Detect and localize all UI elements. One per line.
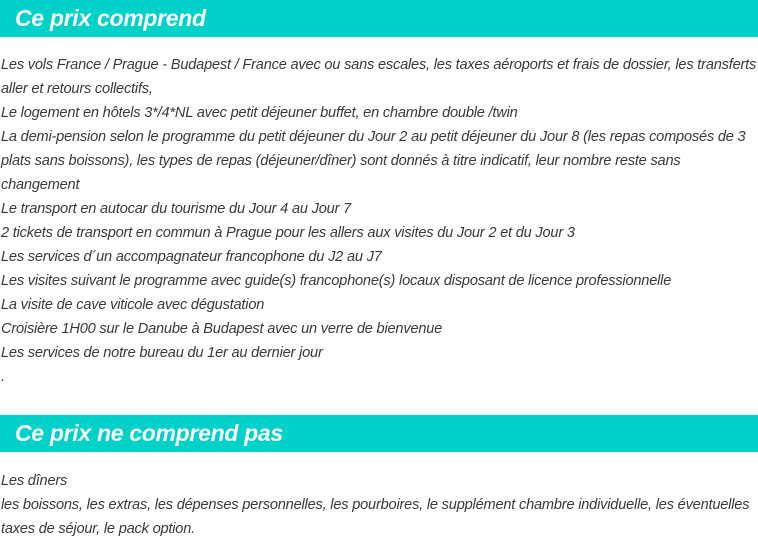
list-line: La demi-pension selon le programme du petit déjeuner du Jour 2 au petit déjeuner du Jour 8 (les repas composés de 3 [1, 129, 746, 145]
list-line: Le logement en hôtels 3*/4*NL avec petit déjeuner buffet, en chambre double /twin [1, 105, 518, 121]
list-line: 2 tickets de transport en commun à Prague pour les allers aux visites du Jour 2 et du Jour 3 [1, 225, 575, 241]
list-line: Les services d´un accompagnateur francophone du J2 au J7 [1, 249, 382, 265]
section-header-not-included [0, 415, 758, 452]
list-line: Les visites suivant le programme avec guide(s) francophone(s) locaux disposant de licence professionnelle [1, 273, 672, 289]
list-line: aller et retours collectifs, [1, 81, 153, 97]
section-title: Ce prix ne comprend pas [15, 420, 283, 446]
section-title: Ce prix comprend [15, 5, 206, 31]
section-not-included [0, 415, 758, 541]
list-line: les boissons, les extras, les dépenses personnelles, les pourboires, le supplément chambre individuelle, les éventuelles [1, 497, 750, 513]
section-header-included [0, 0, 758, 37]
list-line: . [1, 369, 5, 385]
list-line: Le transport en autocar du tourisme du Jour 4 au Jour 7 [1, 201, 352, 217]
list-line: taxes de séjour, le pack option. [1, 521, 195, 537]
list-line: Les vols France / Prague - Budapest / France avec ou sans escales, les taxes aéroports et frais de dossier, les transferts [1, 57, 757, 73]
list-line: La visite de cave viticole avec dégustation [1, 297, 265, 313]
not-included-list [0, 452, 758, 541]
list-line: Les services de notre bureau du 1er au dernier jour [1, 345, 323, 361]
list-line: Les dîners [1, 473, 68, 489]
included-list [0, 37, 758, 398]
list-line: Croisière 1H00 sur le Danube à Budapest avec un verre de bienvenue [1, 321, 443, 337]
list-line: plats sans boissons), les types de repas (déjeuner/dîner) sont donnés à titre indicatif, leur nombre reste sans changement [1, 153, 681, 193]
